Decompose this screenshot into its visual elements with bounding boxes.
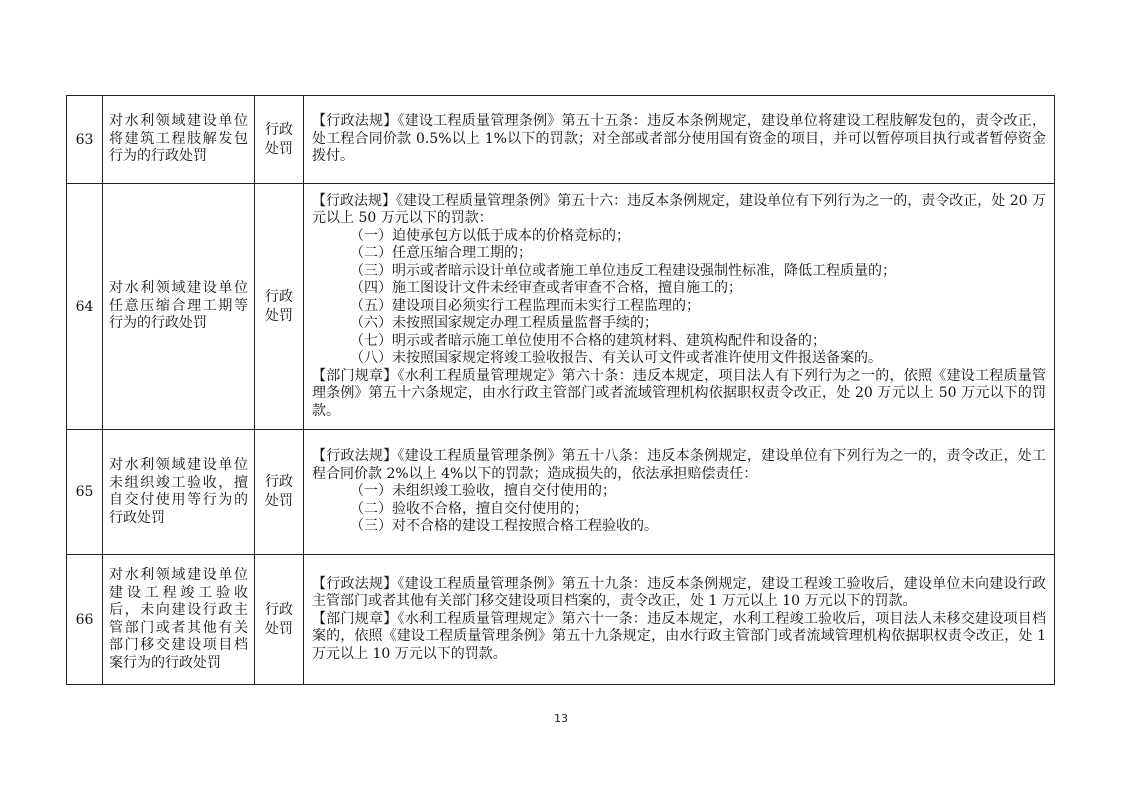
basis-paragraph: 【行政法规】《建设工程质量管理条例》第五十八条：违反本条例规定，建设单位有下列行为之一的，责令改正，处工程合同价款 2%以上 4%以下的罚款；造成损失的，依法承担赔偿责任： [312,448,1046,482]
item-type-text: 行政处罚 [265,474,293,509]
basis-list-item: （六）未按照国家规定办理工程质量监督手续的； [350,315,658,332]
basis-paragraph: 【部门规章】《水利工程质量管理规定》第六十一条：违反本规定，水利工程竣工验收后，项目法人未移交建设项目档案的，依照《建设工程质量管理条例》第五十九条规定，由水行政主管部门或者流域管理机构依据职权责令改正，处 1 万元以上 10 万元以下的罚款。 [312,610,1046,662]
basis-list-item: （三）明示或者暗示设计单位或者施工单位违反工程建设强制性标准，降低工程质量的； [350,262,896,279]
table-row [67,96,1055,184]
basis-list-item: （一）迫使承包方以低于成本的价格竞标的； [350,227,630,244]
legal-basis [304,555,1055,685]
item-type [255,96,304,184]
row-number: 63 [67,96,103,184]
table-row [67,184,1055,430]
basis-paragraph: 【行政法规】《建设工程质量管理条例》第五十九条：违反本条例规定，建设工程竣工验收后，建设单位未向建设行政主管部门或者其他有关部门移交建设项目档案的，责令改正，处 1 万元以上 10 万元以下的罚款。 [312,575,1046,610]
item-name: 对水利领域建设单位将建筑工程肢解发包行为的行政处罚 [103,96,255,184]
row-number: 64 [67,184,103,430]
page-number: 13 [554,712,568,725]
basis-paragraph: 【部门规章】《水利工程质量管理规定》第六十条：违反本规定，项目法人有下列行为之一的，依照《建设工程质量管理条例》第五十六条规定，由水行政主管部门或者流域管理机构依据职权责令改正，处 20 万元以上 50 万元以下的罚款。 [312,367,1046,419]
basis-list-item: （五）建设项目必须实行工程监理而未实行工程监理的； [350,297,700,314]
table-row [67,555,1055,685]
item-type [255,430,304,555]
legal-basis [304,430,1055,555]
legal-basis [304,96,1055,184]
basis-list-item: （三）对不合格的建设工程按照合格工程验收的。 [350,518,658,535]
item-type [255,184,304,430]
basis-list-item: （八）未按照国家规定将竣工验收报告、有关认可文件或者准许使用文件报送备案的。 [350,350,882,367]
item-name: 对水利领域建设单位未组织竣工验收，擅自交付使用等行为的行政处罚 [103,430,255,555]
basis-list-item: （四）施工图设计文件未经审查或者审查不合格，擅自施工的； [350,280,742,297]
table-row [67,430,1055,555]
legal-basis [304,184,1055,430]
item-type-text: 行政处罚 [265,121,293,157]
item-type-text: 行政处罚 [265,601,293,637]
item-type-text: 行政处罚 [265,288,293,324]
basis-paragraph: 【行政法规】《建设工程质量管理条例》第五十六：违反本条例规定，建设单位有下列行为之一的，责令改正，处 20 万元以上 50 万元以下的罚款： [312,192,1046,227]
penalty-table [66,95,1055,685]
basis-list-item: （七）明示或者暗示施工单位使用不合格的建筑材料、建筑构配件和设备的； [350,332,826,349]
basis-list-item: （一）未组织竣工验收，擅自交付使用的； [350,483,616,500]
basis-paragraph: 【行政法规】《建设工程质量管理条例》第五十五条：违反本条例规定，建设单位将建设工程肢解发包的，责令改正，处工程合同价款 0.5%以上 1%以下的罚款；对全部或者部分使用国有资金的项目，并可以暂停项目执行或者暂停资金拨付。 [312,113,1046,165]
basis-list-item: （二）验收不合格，擅自交付使用的； [350,500,588,517]
basis-list-item: （二）任意压缩合理工期的； [350,245,532,262]
item-name: 对水利领域建设单位建设工程竣工验收后，未向建设行政主管部门或者其他有关部门移交建设项目档案行为的行政处罚 [103,555,255,685]
row-number: 66 [67,555,103,685]
row-number: 65 [67,430,103,555]
item-name: 对水利领域建设单位任意压缩合理工期等行为的行政处罚 [103,184,255,430]
item-type [255,555,304,685]
